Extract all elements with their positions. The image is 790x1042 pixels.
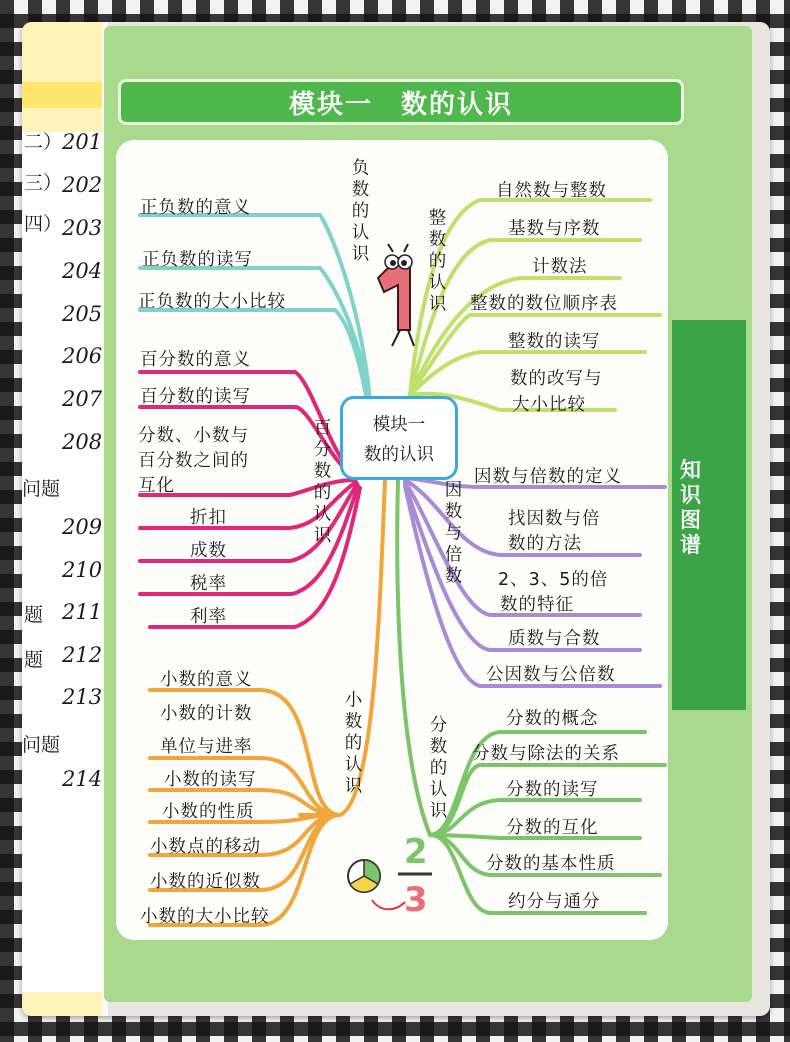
toc-page-number: 204 bbox=[62, 259, 103, 283]
leaf-node: 计数法 bbox=[532, 257, 588, 277]
root-line-2: 数的认识 bbox=[364, 445, 434, 465]
mind-map-root bbox=[340, 396, 458, 480]
toc-page-number: 207 bbox=[62, 387, 103, 411]
leaf-node: 分数的基本性质 bbox=[486, 854, 616, 874]
toc-fragment: 四） bbox=[24, 213, 63, 235]
leaf-node: 单位与进率 bbox=[160, 737, 253, 757]
toc-page-number: 214 bbox=[62, 767, 103, 791]
toc-fragment: 题 bbox=[24, 604, 44, 626]
leaf-node: 质数与合数 bbox=[508, 629, 601, 649]
toc-page-number: 210 bbox=[62, 558, 103, 582]
leaf-node: 折扣 bbox=[190, 508, 227, 528]
leaf-node: 2、3、5的倍 bbox=[498, 570, 609, 590]
branch-label-integer: 整数的认识 bbox=[426, 208, 446, 316]
toc-page-number: 211 bbox=[62, 600, 103, 624]
leaf-node: 税率 bbox=[190, 574, 227, 594]
toc-page-number: 205 bbox=[62, 302, 103, 326]
leaf-node: 数的改写与 bbox=[510, 369, 603, 389]
mascot-one-icon bbox=[378, 244, 414, 346]
leaf-node: 百分数之间的 bbox=[138, 451, 249, 471]
page-title: 模块一 数的认识 bbox=[288, 89, 513, 120]
leaf-node: 分数与除法的关系 bbox=[472, 744, 620, 764]
toc-page-number: 212 bbox=[62, 643, 103, 667]
leaf-node: 大小比较 bbox=[512, 395, 586, 415]
toc-page-number: 209 bbox=[62, 515, 103, 539]
toc-page-number: 206 bbox=[62, 344, 103, 368]
fraction-denominator-digit: 3 bbox=[404, 880, 428, 920]
branch-label-factor: 因数与倍数 bbox=[442, 480, 462, 588]
leaf-node: 互化 bbox=[138, 476, 175, 496]
leaf-node: 小数点的移动 bbox=[150, 837, 261, 857]
leaf-node: 百分数的意义 bbox=[140, 350, 251, 370]
toc-fragment: 二） bbox=[24, 131, 63, 153]
toc-fragment: 三） bbox=[24, 172, 63, 194]
leaf-node: 小数的意义 bbox=[160, 670, 253, 690]
leaf-node: 小数的读写 bbox=[164, 770, 257, 790]
toc-page-number: 208 bbox=[62, 430, 103, 454]
leaf-node: 正负数的读写 bbox=[142, 250, 253, 270]
toc-page-number: 201 bbox=[62, 130, 103, 154]
leaf-node: 整数的读写 bbox=[508, 332, 601, 352]
leaf-node: 正负数的大小比较 bbox=[138, 292, 286, 312]
branch-label-decimal: 小数的认识 bbox=[342, 690, 362, 798]
toc-fragment: 问题 bbox=[22, 478, 61, 500]
side-tab-label: 知识图谱 bbox=[680, 458, 701, 557]
leaf-node: 小数的近似数 bbox=[150, 872, 261, 892]
toc-page-number: 203 bbox=[62, 216, 103, 240]
toc-fragment: 问题 bbox=[22, 734, 61, 756]
leaf-node: 正负数的意义 bbox=[140, 198, 251, 218]
leaf-node: 百分数的读写 bbox=[140, 387, 251, 407]
leaf-node: 数的方法 bbox=[508, 534, 582, 554]
leaf-node: 成数 bbox=[190, 541, 227, 561]
toc-page-number: 213 bbox=[62, 685, 103, 709]
leaf-node: 数的特征 bbox=[500, 595, 574, 615]
leaf-node: 小数的计数 bbox=[160, 704, 253, 724]
leaf-node: 利率 bbox=[190, 607, 227, 627]
leaf-node: 自然数与整数 bbox=[496, 181, 607, 201]
toc-page-number: 202 bbox=[62, 173, 103, 197]
root-line-1: 模块一 bbox=[372, 415, 426, 435]
leaf-node: 基数与序数 bbox=[508, 219, 601, 239]
leaf-node: 因数与倍数的定义 bbox=[474, 467, 622, 487]
branch-label-negative: 负数的认识 bbox=[349, 158, 369, 266]
leaf-node: 公因数与公倍数 bbox=[486, 665, 616, 685]
leaf-node: 分数的读写 bbox=[506, 780, 599, 800]
leaf-node: 小数的大小比较 bbox=[140, 907, 270, 927]
leaf-node: 找因数与倍 bbox=[508, 509, 601, 529]
leaf-node: 小数的性质 bbox=[162, 802, 255, 822]
fraction-numerator-digit: 2 bbox=[404, 832, 428, 872]
toc-fragment: 题 bbox=[24, 649, 44, 671]
leaf-node: 分数的互化 bbox=[506, 818, 599, 838]
leaf-node: 分数的概念 bbox=[506, 709, 599, 729]
branch-label-fraction: 分数的认识 bbox=[427, 715, 447, 823]
branch-label-percent: 百分数的认识 bbox=[311, 418, 331, 547]
leaf-node: 分数、小数与 bbox=[138, 426, 249, 446]
leaf-node: 约分与通分 bbox=[508, 892, 601, 912]
leaf-node: 整数的数位顺序表 bbox=[470, 294, 618, 314]
